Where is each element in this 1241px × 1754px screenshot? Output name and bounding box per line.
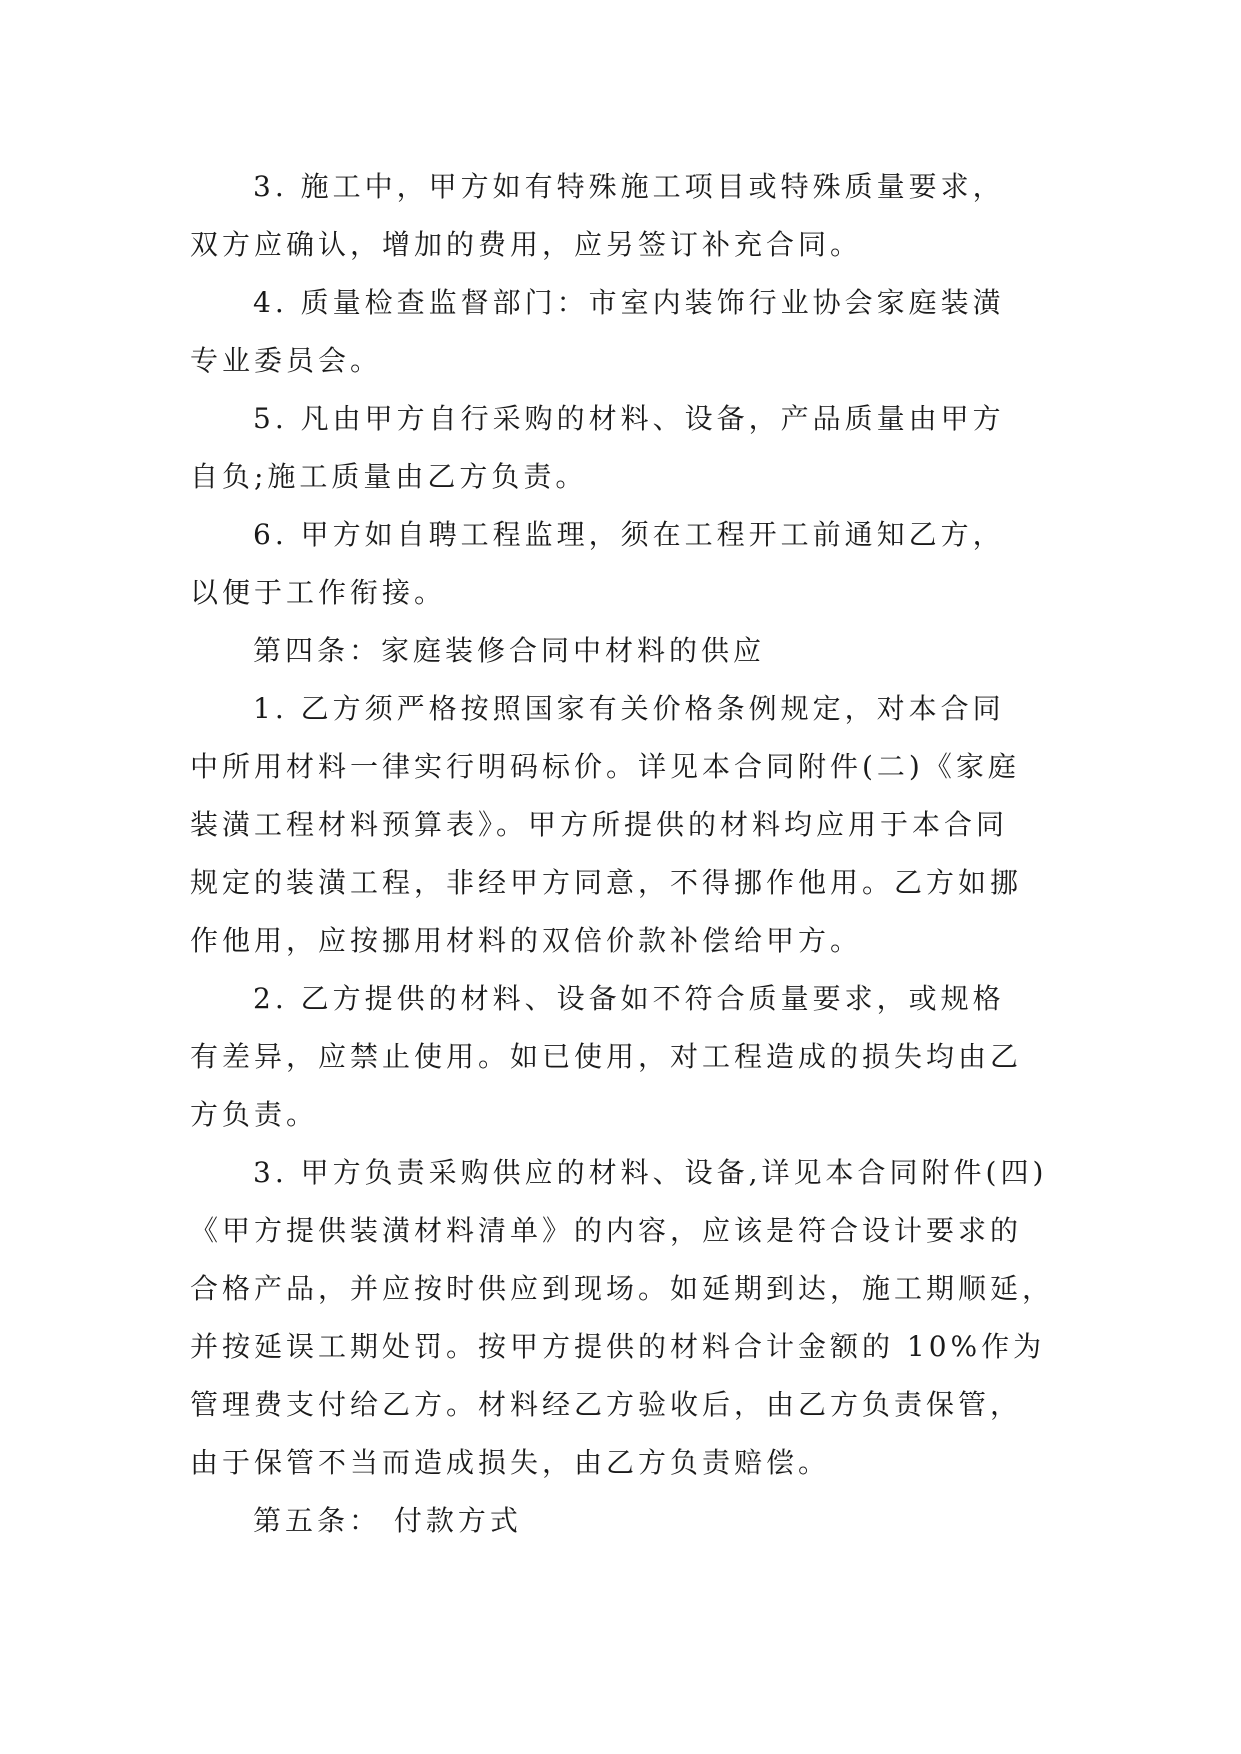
text-line: 自负;施工质量由乙方负责。 [190, 460, 588, 493]
text-line: 1. 乙方须严格按照国家有关价格条例规定，对本合同 [253, 692, 1005, 725]
text-line: 3. 施工中，甲方如有特殊施工项目或特殊质量要求， [253, 170, 1005, 203]
text-line: 双方应确认，增加的费用，应另签订补充合同。 [190, 228, 863, 261]
text-line: 合格产品，并应按时供应到现场。如延期到达，施工期顺延， [190, 1272, 1055, 1305]
text-line: 《甲方提供装潢材料清单》的内容，应该是符合设计要求的 [190, 1214, 1023, 1247]
text-line: 专业委员会。 [190, 344, 383, 377]
text-line: 6. 甲方如自聘工程监理，须在工程开工前通知乙方， [253, 518, 1005, 551]
text-line: 中所用材料一律实行明码标价。详见本合同附件(二)《家庭 [190, 750, 1020, 783]
text-line: 管理费支付给乙方。材料经乙方验收后，由乙方负责保管， [190, 1388, 1023, 1421]
text-line: 规定的装潢工程，非经甲方同意，不得挪作他用。乙方如挪 [190, 866, 1023, 899]
text-line: 由于保管不当而造成损失，由乙方负责赔偿。 [190, 1446, 831, 1479]
text-line: 以便于工作衔接。 [190, 576, 447, 609]
text-line: 5. 凡由甲方自行采购的材料、设备，产品质量由甲方 [253, 402, 1005, 435]
text-line: 4. 质量检查监督部门：市室内装饰行业协会家庭装潢 [253, 286, 1005, 319]
section-heading: 第五条： 付款方式 [253, 1504, 522, 1537]
text-line: 方负责。 [190, 1098, 319, 1131]
section-heading: 第四条：家庭装修合同中材料的供应 [253, 634, 766, 667]
text-line: 2. 乙方提供的材料、设备如不符合质量要求，或规格 [253, 982, 1005, 1015]
text-line: 装潢工程材料预算表》。甲方所提供的材料均应用于本合同 [190, 808, 1009, 841]
text-line: 并按延误工期处罚。按甲方提供的材料合计金额的 10%作为 [190, 1330, 1046, 1363]
text-line: 有差异，应禁止使用。如已使用，对工程造成的损失均由乙 [190, 1040, 1023, 1073]
text-line: 3. 甲方负责采购供应的材料、设备,详见本合同附件(四) [253, 1156, 1048, 1189]
text-line: 作他用，应按挪用材料的双倍价款补偿给甲方。 [190, 924, 863, 957]
document-body [190, 158, 1055, 1550]
